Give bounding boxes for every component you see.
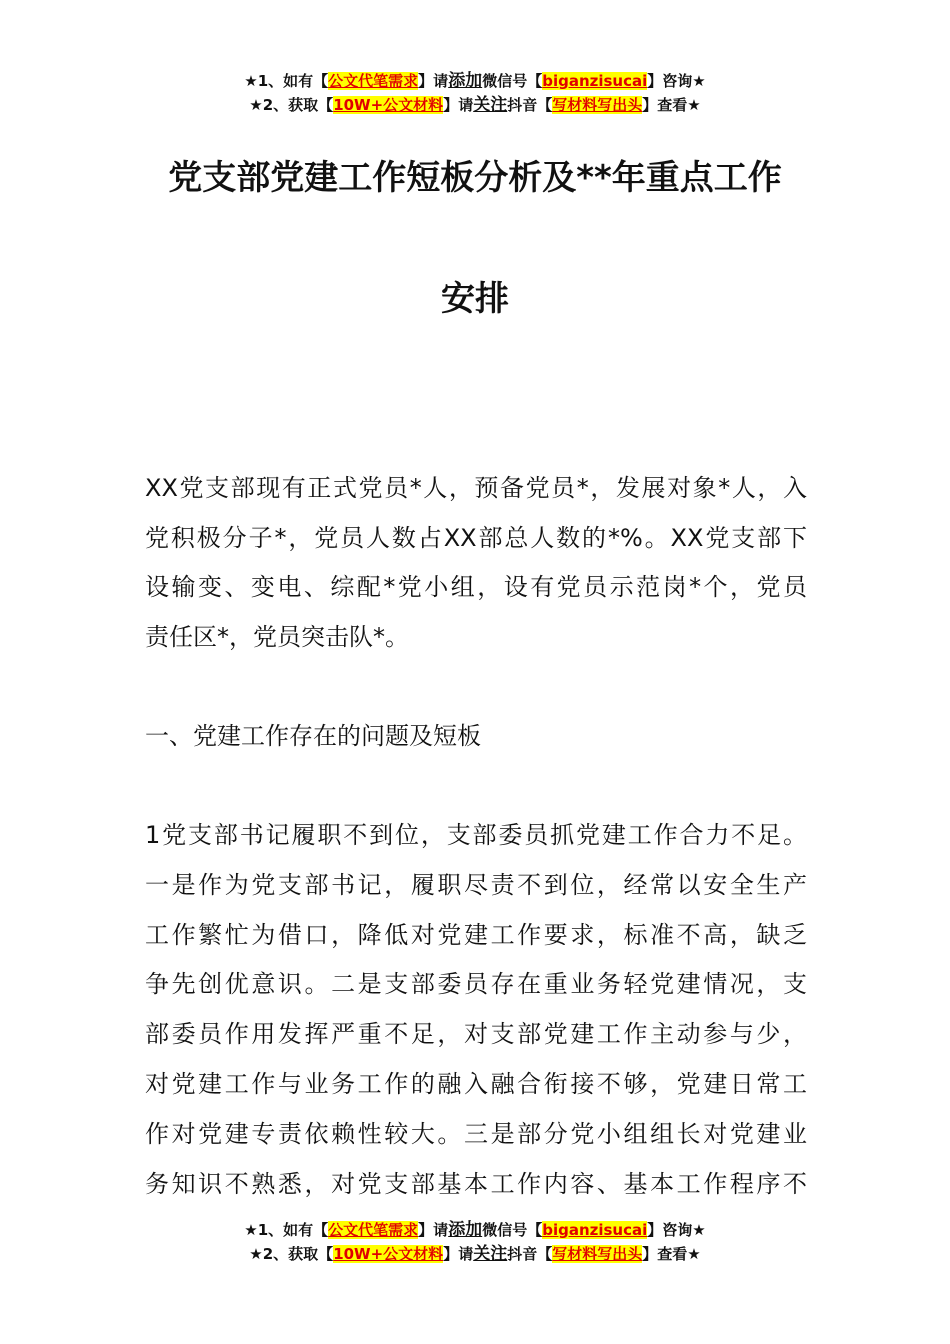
banner-text: ★1、如有【	[244, 72, 329, 90]
banner-text: 微信号【	[482, 1221, 543, 1239]
banner-text: 】请	[418, 1221, 449, 1239]
banner-line-2	[0, 93, 950, 117]
body-line: 责任区*，党员突击队*。	[145, 623, 409, 651]
banner-text: ★1、如有【	[244, 1221, 329, 1239]
banner-underline: 关注	[473, 95, 508, 115]
body-line: XX党支部现有正式党员*人，预备党员*，发展对象*人，入	[145, 474, 807, 502]
banner-text: ★2、获取【	[249, 96, 334, 114]
banner-text: 】查看★	[642, 1245, 701, 1263]
banner-text: 】请	[418, 72, 449, 90]
banner-text: 】咨询★	[647, 72, 706, 90]
document-title-line-2: 安排	[441, 279, 509, 319]
body-line: 部委员作用发挥严重不足，对支部党建工作主动参与少，	[145, 1020, 807, 1048]
banner-highlight: 10W+公文材料	[333, 1245, 444, 1263]
banner-text: 抖音【	[507, 1245, 553, 1263]
banner-text: 微信号【	[482, 72, 543, 90]
document-title-line-1: 党支部党建工作短板分析及**年重点工作	[168, 158, 782, 198]
banner-highlight: 公文代笔需求	[328, 1221, 419, 1239]
body-line: 工作繁忙为借口，降低对党建工作要求，标准不高，缺乏	[145, 921, 807, 949]
banner-text: ★2、获取【	[249, 1245, 334, 1263]
top-banner	[0, 69, 950, 117]
banner-highlight: 写材料写出头	[552, 1245, 643, 1263]
banner-text: 抖音【	[507, 96, 553, 114]
banner-text: 】请	[443, 96, 474, 114]
banner-highlight: biganzisucai	[542, 1221, 648, 1239]
body-line: 作对党建专责依赖性较大。三是部分党小组组长对党建业	[145, 1120, 807, 1148]
banner-underline: 添加	[448, 71, 483, 91]
body-line: 一是作为党支部书记，履职尽责不到位，经常以安全生产	[145, 871, 807, 899]
banner-underline: 关注	[473, 1244, 508, 1264]
banner-underline: 添加	[448, 1220, 483, 1240]
body-line: 争先创优意识。二是支部委员存在重业务轻党建情况，支	[145, 970, 807, 998]
section-heading: 一、党建工作存在的问题及短板	[145, 722, 481, 750]
banner-line-1	[0, 69, 950, 93]
banner-highlight: 10W+公文材料	[333, 96, 444, 114]
banner-line-1	[0, 1218, 950, 1242]
banner-line-2	[0, 1242, 950, 1266]
banner-text: 】查看★	[642, 96, 701, 114]
bottom-banner	[0, 1218, 950, 1266]
body-line: 1党支部书记履职不到位，支部委员抓党建工作合力不足。	[145, 821, 807, 849]
body-line: 对党建工作与业务工作的融入融合衔接不够，党建日常工	[145, 1070, 807, 1098]
banner-highlight: 公文代笔需求	[328, 72, 419, 90]
banner-text: 】咨询★	[647, 1221, 706, 1239]
banner-highlight: biganzisucai	[542, 72, 648, 90]
body-line: 设输变、变电、综配*党小组，设有党员示范岗*个，党员	[145, 573, 807, 601]
body-line: 务知识不熟悉，对党支部基本工作内容、基本工作程序不	[145, 1170, 807, 1198]
banner-highlight: 写材料写出头	[552, 96, 643, 114]
banner-text: 】请	[443, 1245, 474, 1263]
body-line: 党积极分子*，党员人数占XX部总人数的*%。XX党支部下	[145, 524, 807, 552]
